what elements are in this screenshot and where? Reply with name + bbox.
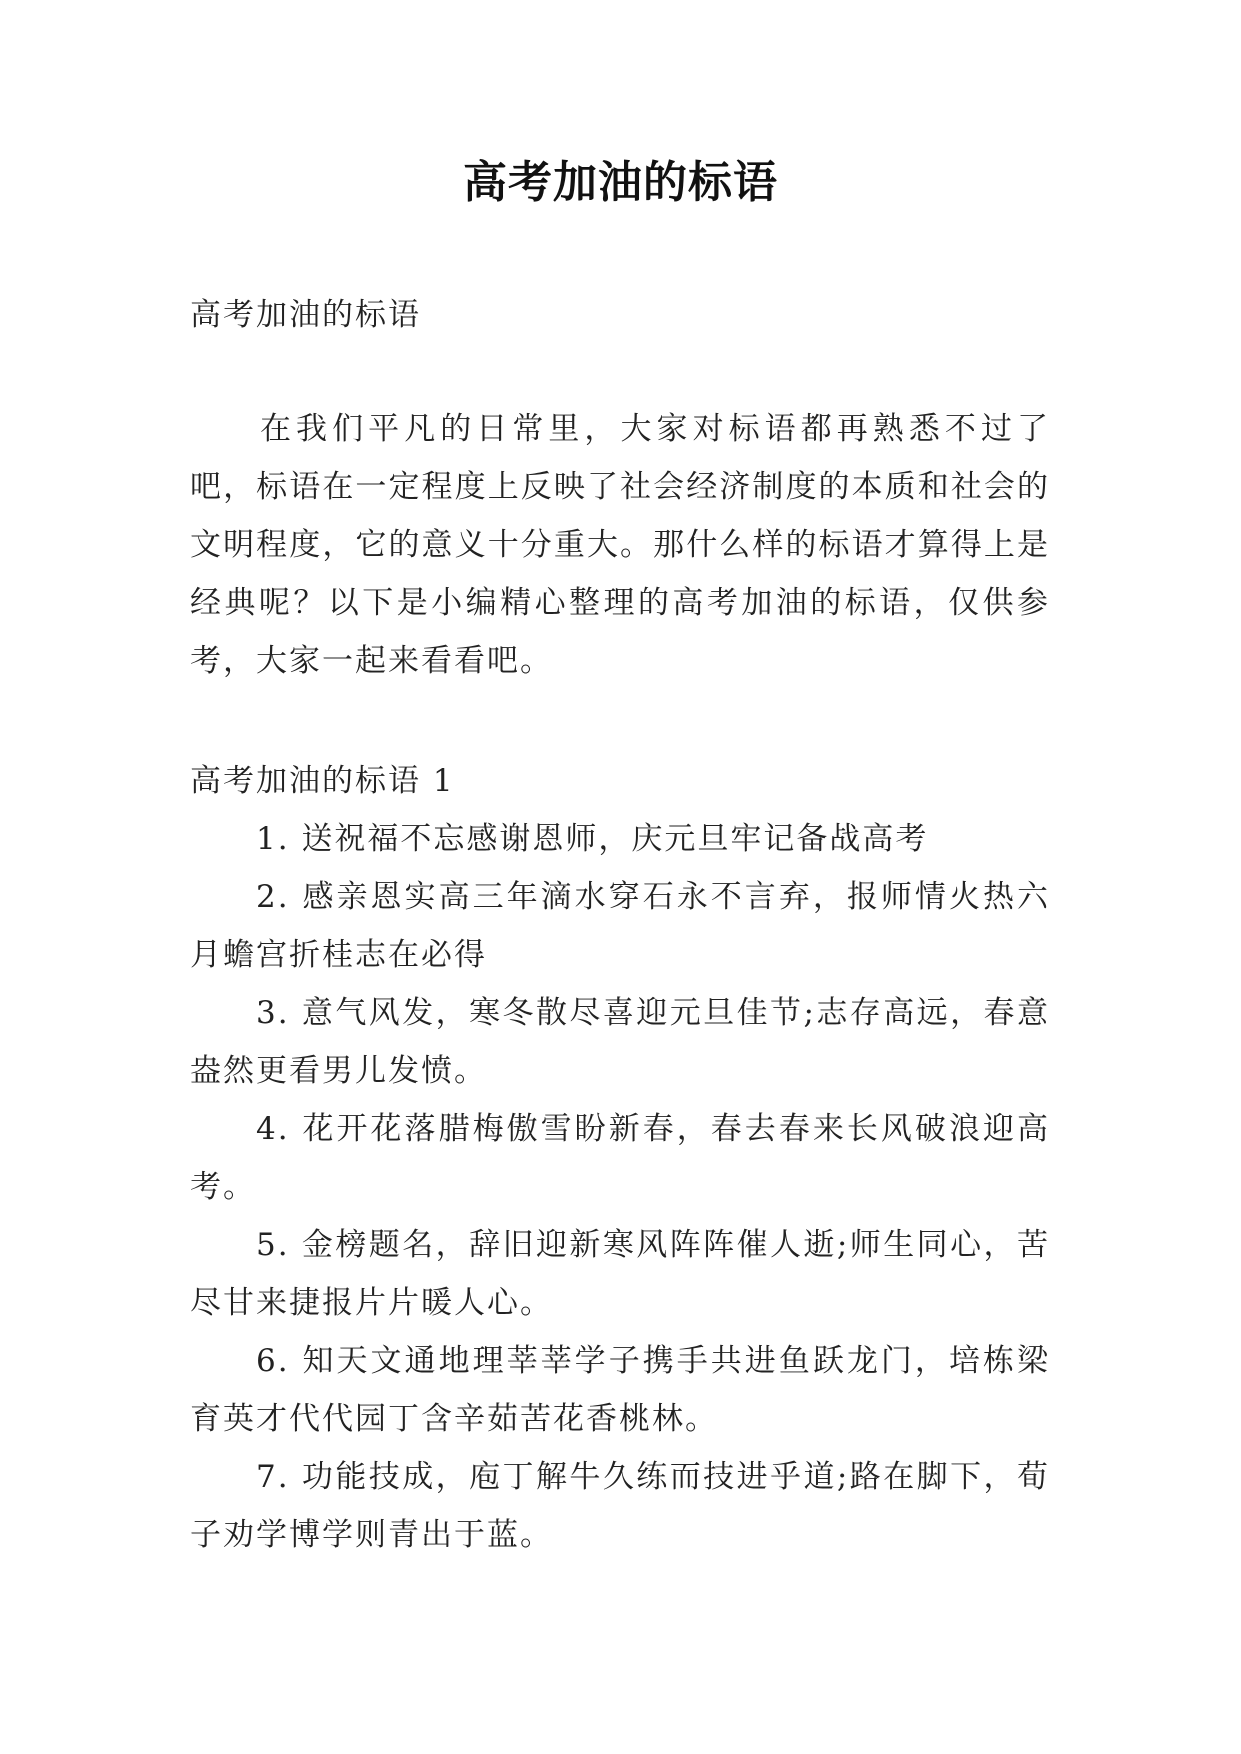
slogan-list bbox=[190, 810, 1050, 1564]
list-item bbox=[190, 1100, 1050, 1216]
list-item bbox=[190, 1332, 1050, 1448]
document-subtitle: 高考加油的标语 bbox=[190, 297, 421, 333]
list-item bbox=[190, 1216, 1050, 1332]
item-number: 7. bbox=[256, 1459, 290, 1495]
item-text: 花开花落腊梅傲雪盼新春，春去春来长风破浪迎高考。 bbox=[190, 1111, 1051, 1205]
item-text: 送祝福不忘感谢恩师，庆元旦牢记备战高考 bbox=[301, 821, 929, 857]
intro-paragraph: 在我们平凡的日常里，大家对标语都再熟悉不过了吧，标语在一定程度上反映了社会经济制度的本质和社会的文明程度，它的意义十分重大。那什么样的标语才算得上是经典呢？以下是小编精心整理的高考加油的标语，仅供参考，大家一起来看看吧。 bbox=[190, 411, 1050, 679]
list-item bbox=[190, 810, 1050, 868]
list-item bbox=[190, 984, 1050, 1100]
document-title: 高考加油的标语 bbox=[463, 157, 778, 208]
item-number: 1. bbox=[256, 821, 290, 857]
item-number: 6. bbox=[256, 1343, 290, 1379]
item-number: 5. bbox=[256, 1227, 290, 1263]
list-item bbox=[190, 868, 1050, 984]
item-text: 金榜题名，辞旧迎新寒风阵阵催人逝;师生同心，苦尽甘来捷报片片暖人心。 bbox=[190, 1227, 1050, 1321]
list-item bbox=[190, 1448, 1050, 1564]
item-text: 感亲恩实高三年滴水穿石永不言弃，报师情火热六月蟾宫折桂志在必得 bbox=[190, 879, 1051, 973]
item-number: 3. bbox=[256, 995, 290, 1031]
section-heading: 高考加油的标语 1 bbox=[190, 763, 455, 799]
item-number: 4. bbox=[256, 1111, 290, 1147]
item-text: 意气风发，寒冬散尽喜迎元旦佳节;志存高远，春意盎然更看男儿发愤。 bbox=[190, 995, 1050, 1089]
item-text: 知天文通地理莘莘学子携手共进鱼跃龙门，培栋梁育英才代代园丁含辛茹苦花香桃林。 bbox=[190, 1343, 1051, 1437]
item-text: 功能技成，庖丁解牛久练而技进乎道;路在脚下，荀子劝学博学则青出于蓝。 bbox=[190, 1459, 1050, 1553]
item-number: 2. bbox=[256, 879, 290, 915]
